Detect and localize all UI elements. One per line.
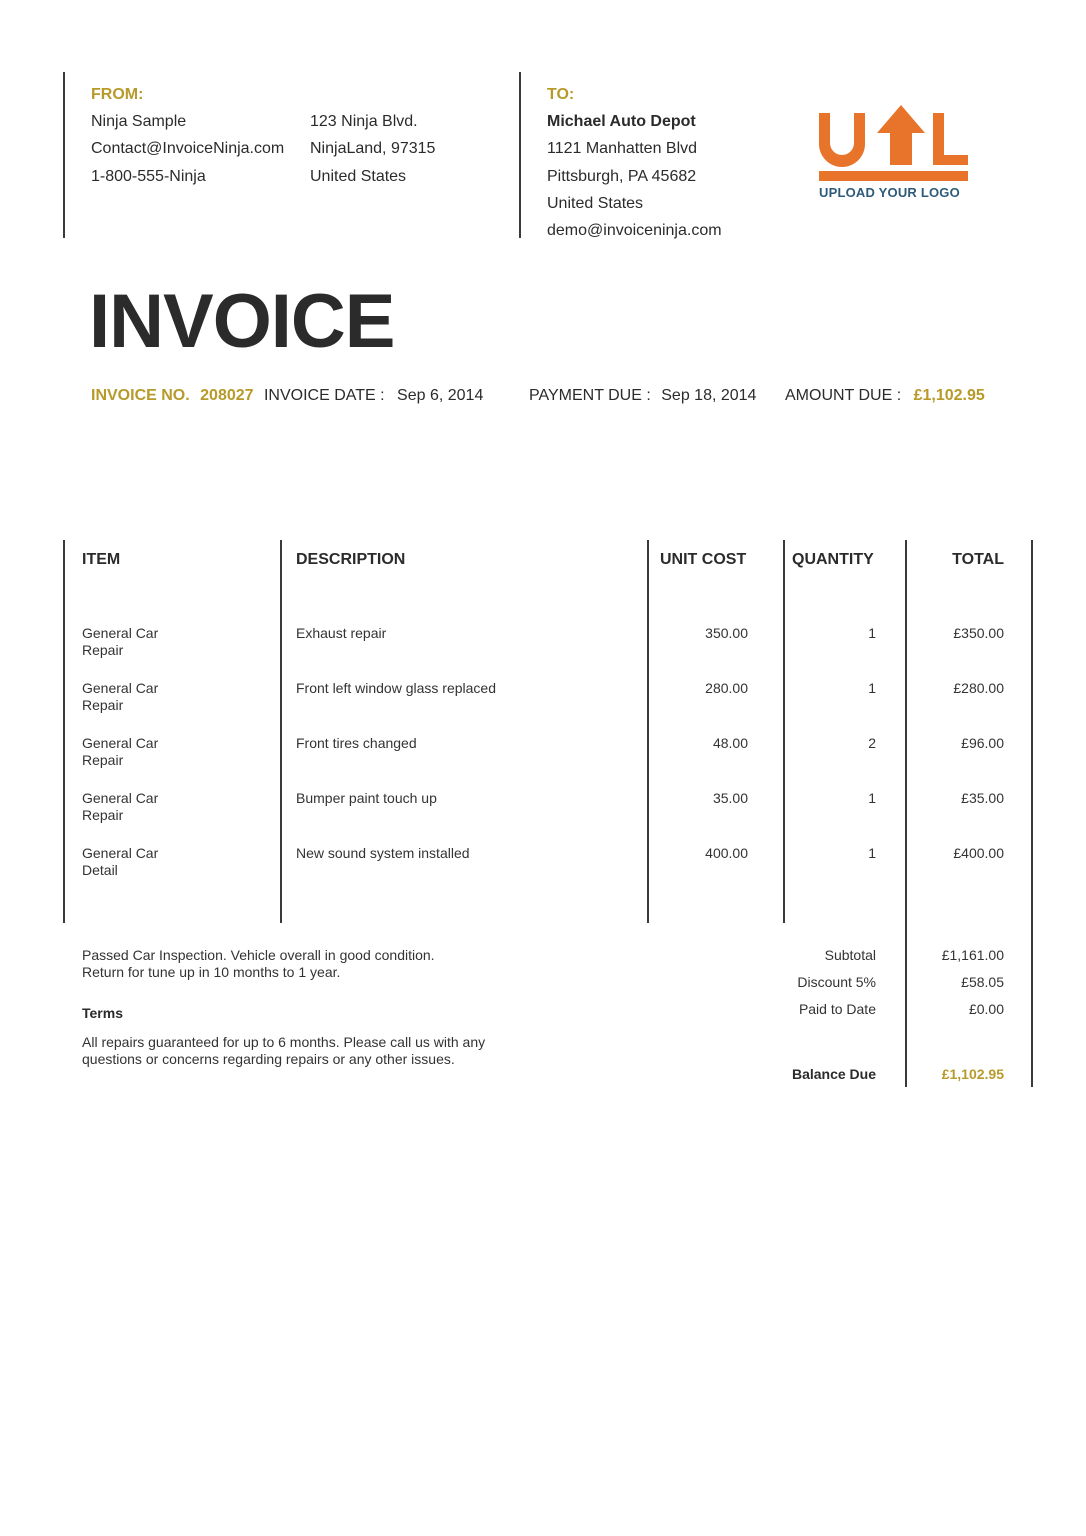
- row-description: New sound system installed: [296, 845, 470, 861]
- table-row: [0, 680, 1086, 720]
- amount-due-group: [785, 387, 985, 405]
- row-quantity: 1: [868, 680, 876, 696]
- paid-to-date-label: Paid to Date: [798, 1001, 876, 1017]
- from-right-column: [310, 108, 435, 190]
- discount-label: Discount 5%: [797, 974, 876, 990]
- row-total: £350.00: [953, 625, 1004, 641]
- table-row: [0, 845, 1086, 885]
- row-item: General Car Repair: [82, 680, 159, 713]
- balance-due-label: Balance Due: [791, 1066, 876, 1082]
- notes-line-2: Return for tune up in 10 months to 1 year.: [82, 964, 341, 980]
- row-total: £35.00: [961, 790, 1004, 806]
- company-logo[interactable]: [815, 105, 975, 205]
- to-name: Michael Auto Depot: [547, 113, 696, 130]
- invoice-number: 208027: [200, 387, 254, 404]
- subtotal-label: Subtotal: [824, 947, 876, 963]
- header-unit-cost: UNIT COST: [660, 551, 747, 568]
- payment-due-date: Sep 18, 2014: [661, 387, 757, 404]
- notes-line-1: Passed Car Inspection. Vehicle overall in good condition.: [82, 947, 435, 963]
- from-phone: 1-800-555-Ninja: [91, 167, 206, 185]
- amount-due-value: £1,102.95: [913, 387, 985, 404]
- header-total: TOTAL: [952, 551, 1004, 568]
- to-country: United States: [547, 194, 644, 212]
- terms-text: [82, 1034, 485, 1068]
- header-item: ITEM: [82, 551, 121, 568]
- terms-line-1: All repairs guaranteed for up to 6 months. Please call us with any: [82, 1034, 486, 1050]
- terms-line-2: questions or concerns regarding repairs or any other issues.: [82, 1051, 455, 1067]
- to-street: 1121 Manhatten Blvd: [547, 140, 698, 158]
- row-unit-cost: 280.00: [705, 680, 748, 696]
- row-item: General Car Repair: [82, 735, 159, 768]
- to-label: TO:: [547, 86, 575, 103]
- paid-to-date-value: £0.00: [968, 1001, 1004, 1017]
- invoice-notes: [82, 947, 435, 981]
- balance-due-value: £1,102.95: [941, 1066, 1004, 1082]
- to-column: [547, 108, 722, 244]
- from-label: FROM:: [91, 86, 144, 103]
- row-description: Bumper paint touch up: [296, 790, 437, 806]
- from-name: Ninja Sample: [91, 113, 187, 130]
- to-divider: [519, 72, 521, 238]
- header-quantity: QUANTITY: [792, 551, 874, 568]
- row-description: Front tires changed: [296, 735, 417, 751]
- invoice-title: INVOICE: [89, 279, 395, 364]
- row-description: Exhaust repair: [296, 625, 387, 641]
- from-email: Contact@InvoiceNinja.com: [91, 140, 285, 158]
- row-quantity: 2: [868, 735, 876, 751]
- row-quantity: 1: [868, 845, 876, 861]
- terms-heading: Terms: [82, 1005, 123, 1021]
- from-street: 123 Ninja Blvd.: [310, 113, 418, 130]
- row-item: General Car Repair: [82, 625, 159, 658]
- amount-due-label: AMOUNT DUE :: [785, 387, 902, 404]
- table-row: [0, 735, 1086, 775]
- row-unit-cost: 350.00: [705, 625, 748, 641]
- invoice-date: Sep 6, 2014: [397, 387, 484, 404]
- row-description: Front left window glass replaced: [296, 680, 496, 696]
- table-row: [0, 790, 1086, 830]
- from-divider: [63, 72, 65, 238]
- subtotal-value: £1,161.00: [941, 947, 1004, 963]
- to-email: demo@invoiceninja.com: [547, 222, 722, 240]
- row-quantity: 1: [868, 790, 876, 806]
- row-item: General Car Repair: [82, 790, 159, 823]
- payment-due-group: [529, 387, 756, 405]
- table-row: [0, 625, 1086, 665]
- discount-value: £58.05: [961, 974, 1004, 990]
- logo-text: UPLOAD YOUR LOGO: [819, 185, 960, 200]
- row-total: £96.00: [961, 735, 1004, 751]
- row-quantity: 1: [868, 625, 876, 641]
- to-city: Pittsburgh, PA 45682: [547, 167, 697, 185]
- row-total: £400.00: [953, 845, 1004, 861]
- invoice-number-label: INVOICE NO.: [91, 387, 190, 404]
- payment-due-label: PAYMENT DUE :: [529, 387, 651, 404]
- row-item: General Car Detail: [82, 845, 159, 878]
- from-left-column: [91, 108, 284, 190]
- invoice-date-label: INVOICE DATE :: [263, 387, 385, 404]
- from-country: United States: [310, 167, 407, 185]
- row-unit-cost: 35.00: [712, 790, 748, 806]
- row-total: £280.00: [953, 680, 1004, 696]
- invoice-meta-row: [91, 387, 483, 405]
- header-description: DESCRIPTION: [296, 551, 406, 568]
- row-unit-cost: 48.00: [712, 735, 748, 751]
- row-unit-cost: 400.00: [705, 845, 748, 861]
- from-city: NinjaLand, 97315: [310, 140, 436, 158]
